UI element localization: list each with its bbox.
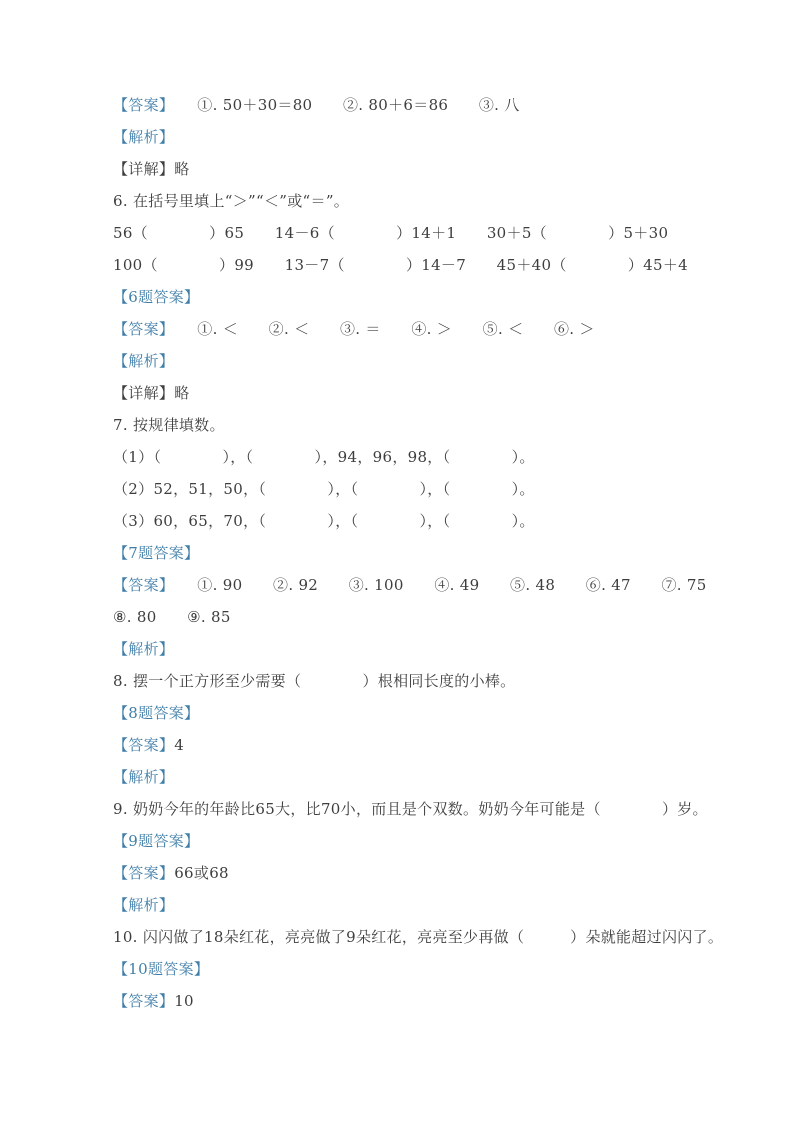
- doc-line-answer-header: [113, 962, 773, 977]
- bracket-label: 【解析】: [113, 640, 175, 658]
- doc-line-answer: [113, 738, 773, 753]
- doc-line-item: [113, 226, 773, 241]
- bracket-label: 【答案】: [113, 320, 167, 338]
- doc-line-detail: [113, 162, 773, 177]
- bracket-label: 【解析】: [113, 768, 175, 786]
- text-run: （1）（ ），（ ），94，96，98，（ ）。: [113, 448, 535, 466]
- bracket-label: 【9题答案】: [113, 832, 200, 850]
- bracket-label: 【7题答案】: [113, 544, 200, 562]
- text-run: ①. 50＋30＝80 ②. 80＋6＝86 ③. 八: [166, 96, 520, 114]
- text-run: ⑧. 80 ⑨. 85: [113, 608, 231, 626]
- bracket-label: 【答案】: [113, 96, 167, 114]
- text-run: 10: [174, 992, 194, 1010]
- bracket-label: 【10题答案】: [113, 960, 210, 978]
- bracket-label: 【答案】: [113, 736, 175, 754]
- doc-line-answer-header: [113, 706, 773, 721]
- doc-line-answer-header: [113, 834, 773, 849]
- text-run: 9. 奶奶今年的年龄比65大，比70小，而且是个双数。奶奶今年可能是（ ）岁。: [113, 800, 708, 818]
- doc-line-question: [113, 418, 773, 433]
- text-run: 10. 闪闪做了18朵红花，亮亮做了9朵红花，亮亮至少再做（ ）朵就能超过闪闪了。: [113, 928, 724, 946]
- doc-line-item: [113, 482, 773, 497]
- doc-line-detail: [113, 386, 773, 401]
- worksheet-answer-document: [113, 98, 773, 1026]
- text-run: 【详解】略: [113, 384, 190, 402]
- bracket-label: 【答案】: [113, 864, 175, 882]
- text-run: （3）60，65，70，（ ），（ ），（ ）。: [113, 512, 535, 530]
- doc-line-answer: [113, 578, 773, 593]
- doc-line-answer: [113, 866, 773, 881]
- text-run: 8. 摆一个正方形至少需要（ ）根相同长度的小棒。: [113, 672, 516, 690]
- bracket-label: 【解析】: [113, 128, 175, 146]
- doc-line-question: [113, 194, 773, 209]
- doc-line-analysis: [113, 898, 773, 913]
- doc-line-answer-header: [113, 290, 773, 305]
- bracket-label: 【答案】: [113, 576, 167, 594]
- doc-line-answer: [113, 98, 773, 113]
- bracket-label: 【解析】: [113, 896, 175, 914]
- doc-line-item: [113, 258, 773, 273]
- doc-line-analysis: [113, 130, 773, 145]
- text-run: ①. 90 ②. 92 ③. 100 ④. 49 ⑤. 48 ⑥. 47 ⑦. 75: [166, 576, 707, 594]
- doc-line-item: [113, 450, 773, 465]
- doc-line-answer-header: [113, 546, 773, 561]
- text-run: ①. ＜ ②. ＜ ③. ＝ ④. ＞ ⑤. ＜ ⑥. ＞: [166, 320, 595, 338]
- doc-line-continuation: [113, 610, 773, 625]
- doc-line-question: [113, 802, 773, 817]
- text-run: 4: [174, 736, 185, 754]
- text-run: 6. 在括号里填上“＞”“＜”或“＝”。: [113, 192, 350, 210]
- bracket-label: 【8题答案】: [113, 704, 200, 722]
- doc-line-analysis: [113, 354, 773, 369]
- text-run: 【详解】略: [113, 160, 190, 178]
- text-run: （2）52，51，50，（ ），（ ），（ ）。: [113, 480, 535, 498]
- text-run: 7. 按规律填数。: [113, 416, 225, 434]
- doc-line-answer: [113, 994, 773, 1009]
- doc-line-item: [113, 514, 773, 529]
- doc-line-analysis: [113, 770, 773, 785]
- bracket-label: 【6题答案】: [113, 288, 200, 306]
- bracket-label: 【解析】: [113, 352, 175, 370]
- text-run: 56（ ）65 14－6（ ）14＋1 30＋5（ ）5＋30: [113, 224, 669, 242]
- doc-line-question: [113, 674, 773, 689]
- text-run: 66或68: [174, 864, 229, 882]
- doc-line-answer: [113, 322, 773, 337]
- bracket-label: 【答案】: [113, 992, 175, 1010]
- doc-line-analysis: [113, 642, 773, 657]
- doc-line-question: [113, 930, 773, 945]
- text-run: 100（ ）99 13－7（ ）14－7 45＋40（ ）45＋4: [113, 256, 688, 274]
